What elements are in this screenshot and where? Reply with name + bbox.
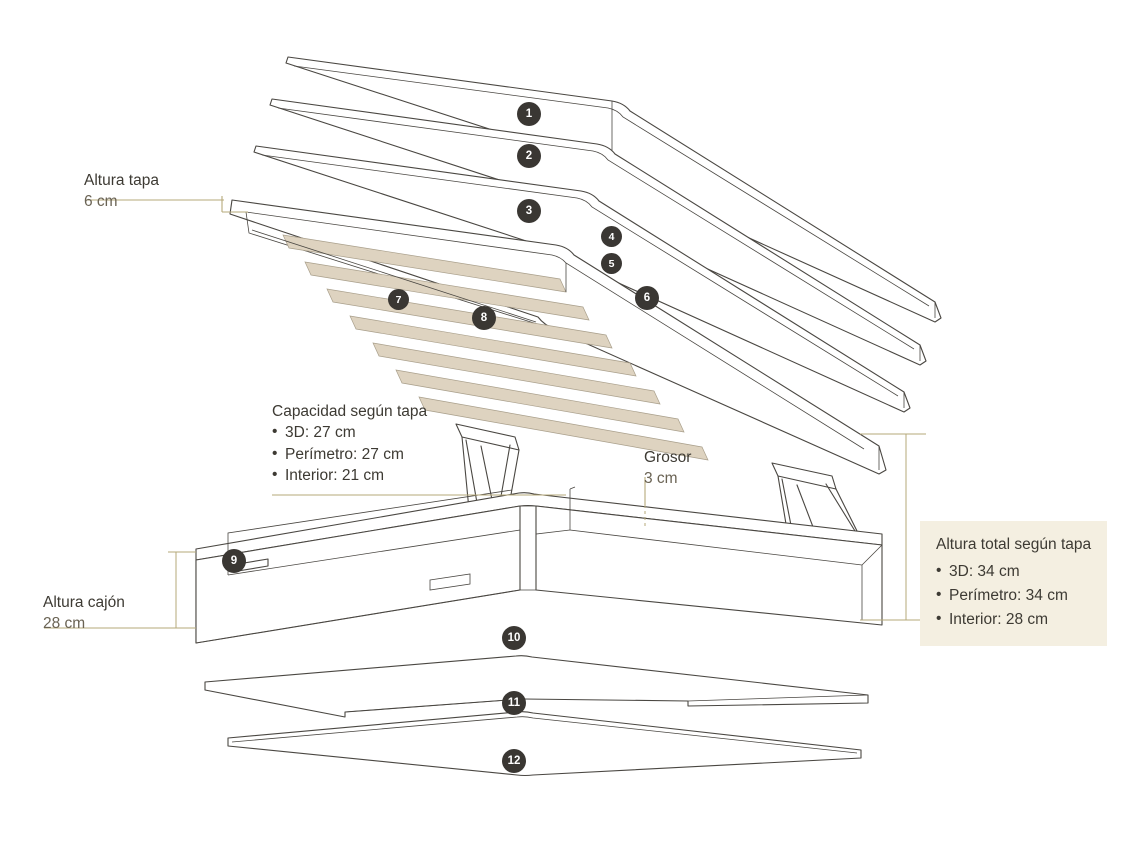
callout-badge-2[interactable] <box>517 144 541 168</box>
callout-badge-10[interactable] <box>502 626 526 650</box>
list-item: • 3D: 27 cm <box>272 422 427 443</box>
base-board-12 <box>228 712 861 776</box>
list-item: • 3D: 34 cm <box>936 560 1091 584</box>
callout-badge-7[interactable] <box>388 289 409 310</box>
callout-badge-11[interactable] <box>502 691 526 715</box>
callout-badge-5[interactable] <box>601 253 622 274</box>
annotation-capacidad-title: Capacidad según tapa <box>272 403 428 420</box>
list-item: • Perímetro: 27 cm <box>272 444 427 465</box>
base-board-11 <box>205 656 868 717</box>
annotation-altura-tapa-title: Altura tapa <box>84 172 159 189</box>
callout-badge-12-label: 12 <box>507 755 521 767</box>
callout-badge-3[interactable] <box>517 199 541 223</box>
annotation-altura-total-segun-tapa <box>920 521 1107 646</box>
callout-badge-11-label: 11 <box>507 697 521 709</box>
callout-badge-9[interactable] <box>222 549 246 573</box>
annotation-altura-cajon-title: Altura cajón <box>43 594 125 611</box>
callout-badge-6[interactable] <box>635 286 659 310</box>
annotation-grosor-title: Grosor <box>644 449 692 466</box>
annotation-altura-total-list <box>936 560 1091 632</box>
callout-badge-8[interactable] <box>472 306 496 330</box>
list-item: • Perímetro: 34 cm <box>936 584 1091 608</box>
callout-badge-7-label: 7 <box>395 293 402 306</box>
callout-badge-4-label: 4 <box>608 230 615 243</box>
callout-badge-1-label: 1 <box>525 108 533 120</box>
callout-badge-5-label: 5 <box>608 257 615 270</box>
annotation-altura-total-title: Altura total según tapa <box>936 536 1092 553</box>
annotation-capacidad-segun-tapa <box>272 401 427 487</box>
list-item: • Interior: 28 cm <box>936 608 1091 632</box>
callout-badge-12[interactable] <box>502 749 526 773</box>
annotation-altura-tapa <box>84 170 159 213</box>
annotation-capacidad-list <box>272 422 427 486</box>
callout-badge-6-label: 6 <box>643 292 651 304</box>
annotation-altura-cajon-value: 28 cm <box>43 615 86 633</box>
callout-badge-4[interactable] <box>601 226 622 247</box>
callout-badge-10-label: 10 <box>507 632 521 644</box>
list-item: • Interior: 21 cm <box>272 465 427 486</box>
annotation-grosor-value: 3 cm <box>644 470 678 488</box>
callout-badge-3-label: 3 <box>525 205 533 217</box>
annotation-altura-cajon <box>43 592 125 635</box>
callout-badge-8-label: 8 <box>480 312 488 324</box>
callout-badge-1[interactable] <box>517 102 541 126</box>
annotation-altura-tapa-value: 6 cm <box>84 193 118 211</box>
callout-badge-9-label: 9 <box>230 555 238 567</box>
annotation-grosor <box>644 447 691 490</box>
storage-box <box>196 487 882 643</box>
callout-badge-2-label: 2 <box>525 150 533 162</box>
